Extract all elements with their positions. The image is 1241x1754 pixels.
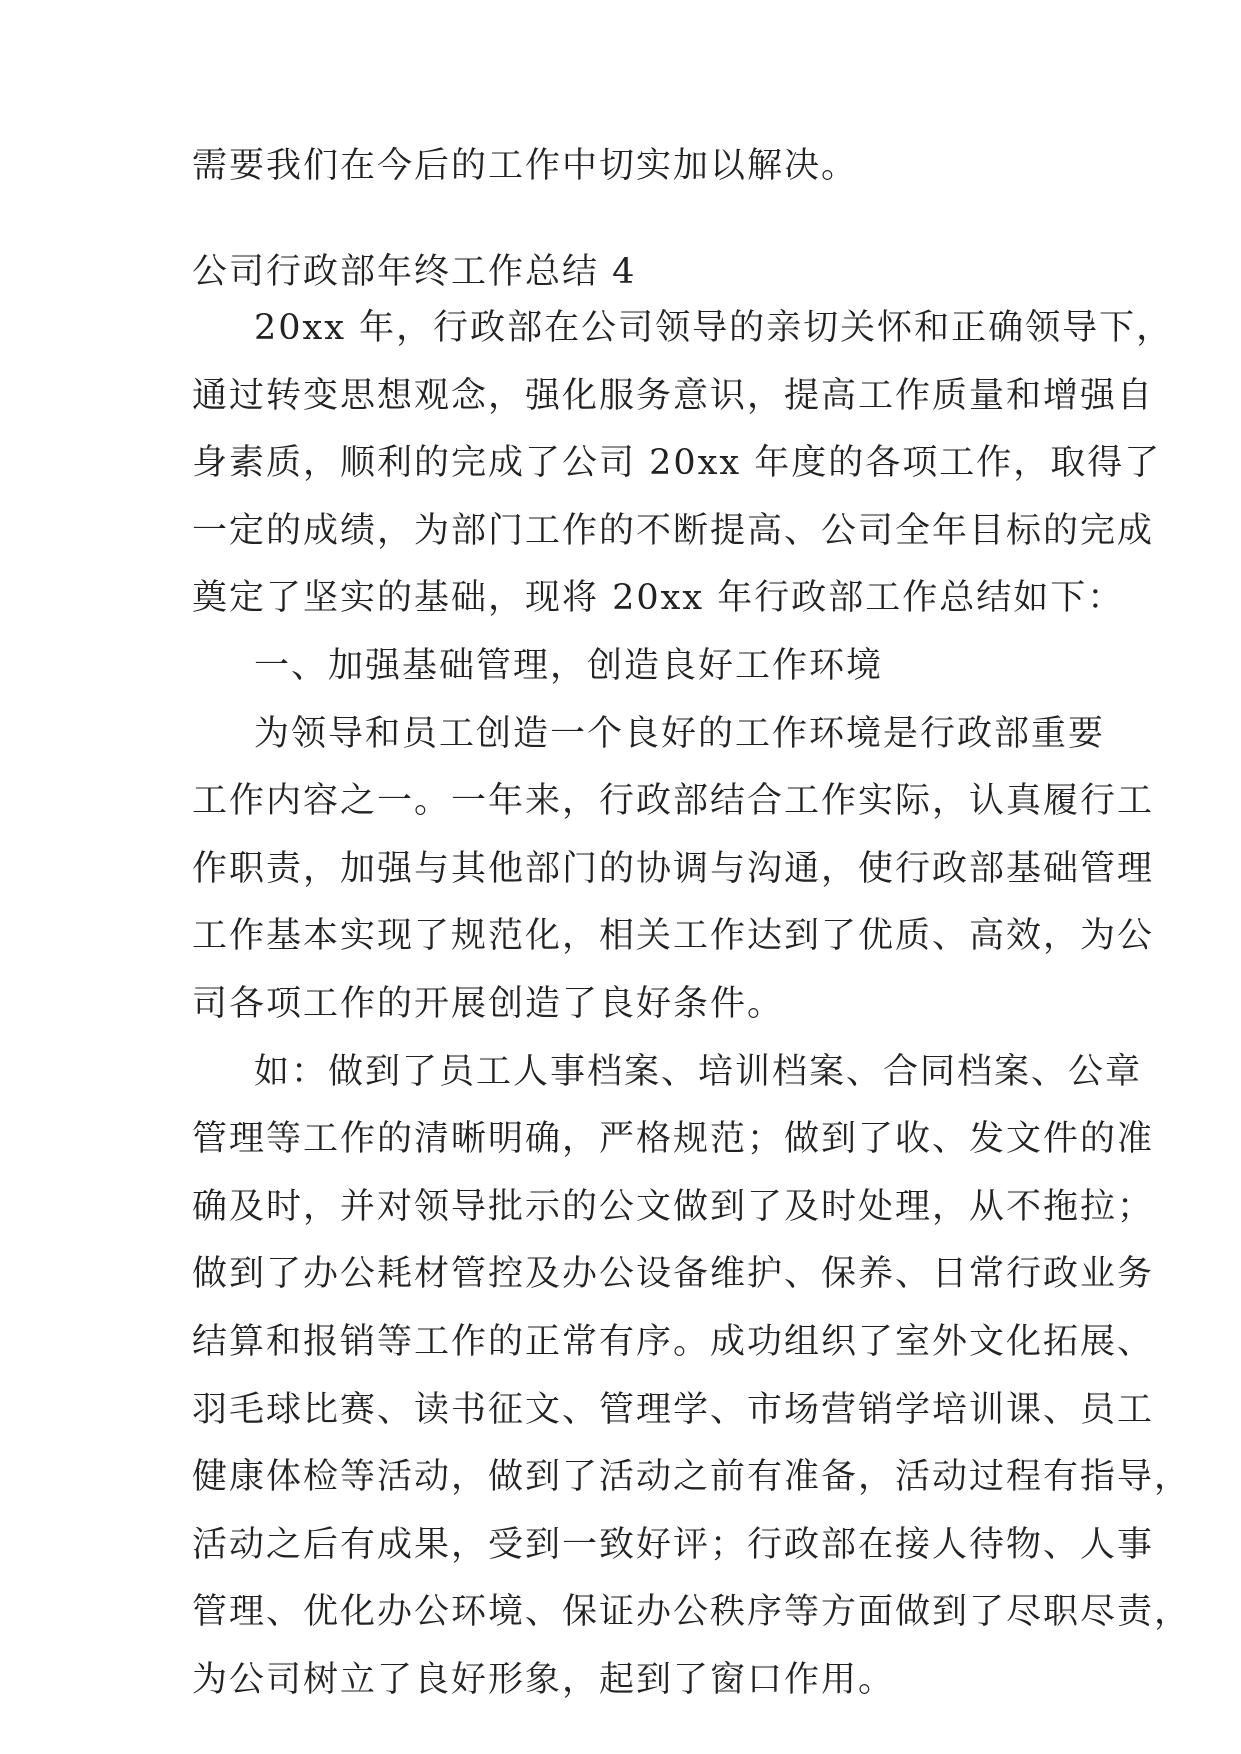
body-line: 司各项工作的开展创造了良好条件。 [192, 983, 785, 1024]
carryover-paragraph [192, 133, 1062, 201]
body-line: 工作内容之一。一年来，行政部结合工作实际，认真履行工 [192, 781, 1155, 822]
body-line: 工作基本实现了规范化，相关工作达到了优质、高效，为公 [192, 916, 1155, 957]
body-line: 管理、优化办公环境、保证办公秩序等方面做到了尽职尽责， [192, 1592, 1192, 1633]
carryover-line: 需要我们在今后的工作中切实加以解决。 [192, 146, 859, 186]
body-line: 身素质，顺利的完成了公司 20xx 年度的各项工作，取得了 [192, 443, 1162, 484]
body-line: 通过转变思想观念，强化服务意识，提高工作质量和增强自 [192, 375, 1155, 416]
body-line: 作职责，加强与其他部门的协调与沟通，使行政部基础管理 [192, 848, 1155, 889]
body-line: 活动之后有成果，受到一致好评；行政部在接人待物、人事 [192, 1524, 1155, 1565]
body-line: 一、加强基础管理，创造良好工作环境 [254, 645, 884, 686]
body-line: 确及时，并对领导批示的公文做到了及时处理，从不拖拉； [192, 1186, 1155, 1227]
body-line: 为公司树立了良好形象，起到了窗口作用。 [192, 1659, 896, 1700]
body-line: 为领导和员工创造一个良好的工作环境是行政部重要 [254, 713, 1106, 754]
body-line: 健康体检等活动，做到了活动之前有准备，活动过程有指导， [192, 1457, 1192, 1498]
body-line: 结算和报销等工作的正常有序。成功组织了室外文化拓展、 [192, 1321, 1155, 1362]
section-body [192, 295, 1192, 1714]
body-line: 一定的成绩，为部门工作的不断提高、公司全年目标的完成 [192, 510, 1155, 551]
body-line: 奠定了坚实的基础，现将 20xx 年行政部工作总结如下： [192, 578, 1125, 619]
body-line: 20xx 年，行政部在公司领导的亲切关怀和正确领导下， [254, 308, 1174, 348]
section-title-text: 公司行政部年终工作总结 4 [192, 252, 637, 292]
body-line: 管理等工作的清晰明确，严格规范；做到了收、发文件的准 [192, 1119, 1155, 1160]
body-line: 做到了办公耗材管控及办公设备维护、保养、日常行政业务 [192, 1254, 1155, 1295]
body-line: 羽毛球比赛、读书征文、管理学、市场营销学培训课、员工 [192, 1389, 1155, 1430]
body-line: 如：做到了员工人事档案、培训档案、合同档案、公章 [254, 1051, 1143, 1092]
